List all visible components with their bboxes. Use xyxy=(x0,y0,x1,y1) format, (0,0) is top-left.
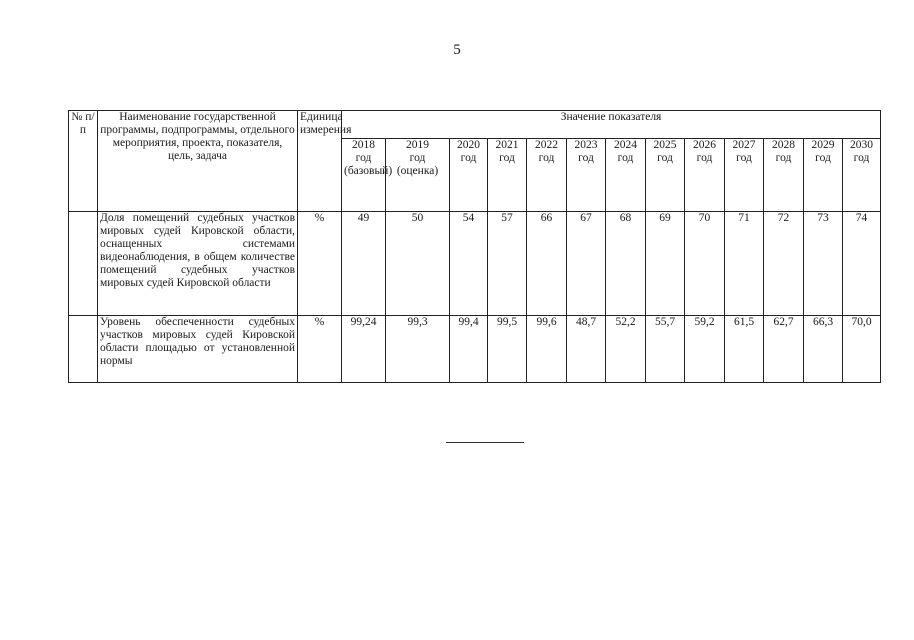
year-header xyxy=(488,139,527,212)
header-name: Наименование государственной программы, подпрограммы, отдельного мероприятия, проекта, показателя, цель, задача xyxy=(98,111,298,212)
year-label: 2028 xyxy=(772,139,795,151)
value-cell: 68 xyxy=(606,212,646,316)
value-cell: 69 xyxy=(646,212,685,316)
indicator-name: Доля помещений судебных участков мировых судей Кировской области, оснащенных системами видеонаблюдения, в общем количестве помещений судебных участков мировых судей Кировской области xyxy=(98,212,298,316)
year-header xyxy=(527,139,567,212)
year-sublabel: год xyxy=(696,152,713,164)
year-label: 2022 xyxy=(535,139,558,151)
year-sublabel: год xyxy=(775,152,792,164)
value-cell: 49 xyxy=(342,212,386,316)
value-cell: 99,3 xyxy=(386,316,450,383)
year-sublabel: год xyxy=(815,152,831,164)
value-cell: 61,5 xyxy=(725,316,764,383)
year-header xyxy=(685,139,725,212)
year-sublabel: год xyxy=(617,152,634,164)
year-label: 2018 xyxy=(352,139,375,151)
value-cell: 59,2 xyxy=(685,316,725,383)
year-label: 2026 xyxy=(693,139,716,151)
row-num xyxy=(69,316,98,383)
year-label: 2025 xyxy=(653,139,677,151)
value-cell: 55,7 xyxy=(646,316,685,383)
value-cell: 57 xyxy=(488,212,527,316)
value-cell: 70 xyxy=(685,212,725,316)
year-label: 2030 xyxy=(850,139,874,151)
year-header xyxy=(450,139,488,212)
indicators-table xyxy=(68,110,881,383)
year-header xyxy=(606,139,646,212)
year-sublabel: год xyxy=(499,152,515,164)
value-cell: 66,3 xyxy=(804,316,843,383)
value-cell: 74 xyxy=(843,212,881,316)
value-cell: 70,0 xyxy=(843,316,881,383)
year-label: 2023 xyxy=(574,139,598,151)
value-cell: 99,24 xyxy=(342,316,386,383)
year-sublabel: год xyxy=(578,152,594,164)
value-cell: 99,4 xyxy=(450,316,488,383)
table-row xyxy=(69,212,881,316)
year-sublabel: год (оценка) xyxy=(396,152,439,177)
page-number: 5 xyxy=(453,42,461,58)
value-cell: 50 xyxy=(386,212,450,316)
value-cell: 72 xyxy=(764,212,804,316)
header-num: № п/п xyxy=(69,111,98,212)
value-cell: 67 xyxy=(567,212,606,316)
indicator-unit: % xyxy=(298,212,342,316)
year-sublabel: год xyxy=(657,152,673,164)
year-header xyxy=(764,139,804,212)
year-header xyxy=(646,139,685,212)
footer-divider xyxy=(446,442,524,443)
year-label: 2029 xyxy=(811,139,835,151)
year-sublabel: год (базовый) xyxy=(344,152,393,177)
value-cell: 73 xyxy=(804,212,843,316)
year-sublabel: год xyxy=(460,152,477,164)
year-header xyxy=(725,139,764,212)
table-row xyxy=(69,316,881,383)
year-header xyxy=(342,139,393,212)
year-label: 2019 xyxy=(406,139,429,151)
year-sublabel: год xyxy=(538,152,555,164)
year-label: 2024 xyxy=(614,139,637,151)
header-values: Значение показателя xyxy=(342,111,881,139)
value-cell: 71 xyxy=(725,212,764,316)
indicator-unit: % xyxy=(298,316,342,383)
year-sublabel: год xyxy=(853,152,870,164)
value-cell: 99,6 xyxy=(527,316,567,383)
year-label: 2027 xyxy=(732,139,756,151)
year-header xyxy=(804,139,843,212)
year-label: 2020 xyxy=(457,139,480,151)
value-cell: 66 xyxy=(527,212,567,316)
row-num xyxy=(69,212,98,316)
value-cell: 99,5 xyxy=(488,316,527,383)
indicator-name: Уровень обеспеченности судебных участков мировых судей Кировской области площадью от установленной нормы xyxy=(98,316,298,383)
year-label: 2021 xyxy=(495,139,519,151)
year-header xyxy=(567,139,606,212)
year-header xyxy=(843,139,881,212)
value-cell: 52,2 xyxy=(606,316,646,383)
header-unit: Единица измерения xyxy=(298,111,342,212)
value-cell: 62,7 xyxy=(764,316,804,383)
year-header xyxy=(386,139,450,212)
year-sublabel: год xyxy=(736,152,752,164)
value-cell: 54 xyxy=(450,212,488,316)
value-cell: 48,7 xyxy=(567,316,606,383)
